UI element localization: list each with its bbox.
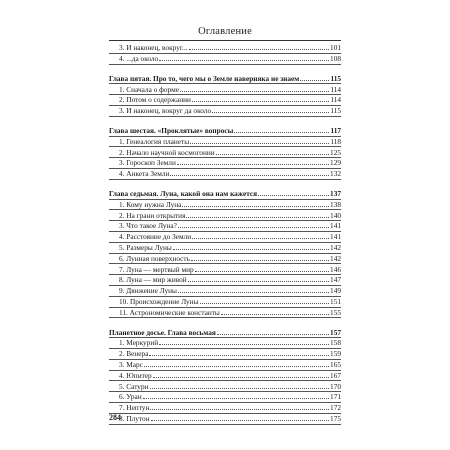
toc-entry-page: 141: [330, 221, 341, 231]
toc-entry-page: 142: [330, 253, 341, 263]
toc-entry-title: 2. Венера: [119, 349, 149, 359]
toc-entry-page: 142: [330, 243, 341, 253]
toc-chapter-entry: [109, 126, 341, 137]
toc-entry-page: 114: [330, 84, 341, 94]
toc-entry-title: 2. На грани открытия: [119, 210, 186, 220]
toc-section-entry: [109, 264, 341, 275]
toc-entry-page: 165: [330, 360, 341, 370]
toc-section-entry: [109, 371, 341, 382]
toc-entry-title: 8. Плутон: [119, 414, 150, 423]
toc-entry-title: 2. Потом о содержании: [119, 95, 191, 105]
toc-entry-title: 3. И наконец, вокруг...: [119, 43, 188, 53]
toc-entry-page: 115: [330, 106, 341, 116]
running-head-title: Оглавление: [198, 26, 252, 37]
toc-dot-leader: [190, 141, 329, 144]
toc-dot-leader: [192, 99, 329, 102]
toc-section-entry: [109, 360, 341, 371]
toc-dot-leader: [212, 110, 329, 113]
toc-section-entry: [109, 243, 341, 254]
toc-entry-page: 158: [330, 338, 341, 348]
toc-entry-page: 175: [330, 414, 341, 423]
toc-section-entry: [109, 210, 341, 221]
toc-entry-page: 171: [330, 392, 341, 402]
toc-section-entry: [109, 232, 341, 243]
toc-chapter-entry: [109, 189, 341, 200]
toc-dot-leader: [150, 407, 329, 410]
toc-entry-title: 5. Размеры Луны: [119, 243, 172, 253]
toc-entry-title: 6. Уран: [119, 392, 142, 402]
toc-entry-page: 172: [330, 403, 341, 413]
toc-dot-leader: [186, 215, 329, 218]
toc-dot-leader: [178, 225, 329, 228]
toc-section-entry: [109, 84, 341, 95]
toc-chapter-entry: [109, 74, 341, 85]
toc-entry-title: 3. Что такое Луна?: [119, 221, 177, 231]
toc-entry-title: Планетное досье. Глава восьмая: [109, 327, 216, 337]
toc-entry-page: 132: [330, 169, 341, 179]
toc-section-entry: [109, 403, 341, 414]
table-of-contents: [109, 43, 341, 425]
toc-entry-title: 7. Нептун: [119, 403, 150, 413]
toc-section-entry: [109, 381, 341, 392]
toc-entry-title: Глава шестая. «Проклятые» вопросы: [109, 126, 234, 136]
toc-entry-page: 138: [330, 199, 341, 209]
toc-entry-page: 117: [330, 126, 341, 136]
page-number: 284: [109, 413, 121, 422]
toc-section-entry: [109, 308, 341, 319]
toc-section-entry: [109, 147, 341, 158]
toc-entry-title: 8. Луна — мир живой: [119, 275, 187, 285]
toc-entry-title: 7. Луна — мертвый мир: [119, 264, 194, 274]
toc-entry-page: 149: [330, 286, 341, 296]
toc-entry-page: 147: [330, 275, 341, 285]
toc-entry-page: 108: [330, 54, 341, 64]
toc-entry-page: 137: [330, 189, 341, 199]
toc-section-entry: [109, 349, 341, 360]
toc-section-entry: [109, 106, 341, 117]
toc-section-entry: [109, 158, 341, 169]
toc-entry-title: 6. Лунная поверхность: [119, 253, 190, 263]
toc-dot-leader: [200, 301, 330, 304]
toc-dot-leader: [188, 279, 329, 282]
toc-entry-title: 4. Юпитер: [119, 370, 152, 380]
toc-dot-leader: [150, 386, 330, 389]
toc-entry-title: 3. Гороскоп Земли: [119, 158, 176, 168]
toc-entry-page: 159: [330, 349, 341, 359]
header-rule: [109, 40, 341, 41]
toc-section-entry: [109, 414, 341, 425]
toc-dot-leader: [149, 353, 329, 356]
toc-dot-leader: [191, 258, 329, 261]
toc-entry-title: Глава пятая. Про то, чего мы о Земле наверняка не знаем: [109, 73, 300, 83]
toc-entry-title: Глава седьмая. Луна, какой она нам кажется: [109, 189, 258, 199]
toc-section-entry: [109, 254, 341, 265]
toc-dot-leader: [178, 290, 329, 293]
toc-entry-title: 10. Происхождение Луны: [119, 297, 199, 307]
toc-dot-leader: [180, 89, 329, 92]
toc-entry-title: 1. Генеалогия планеты: [119, 136, 190, 146]
toc-dot-leader: [216, 152, 329, 155]
toc-chapter-entry: [109, 327, 341, 338]
toc-dot-leader: [173, 247, 329, 250]
toc-section-entry: [109, 392, 341, 403]
toc-dot-leader: [300, 78, 329, 81]
toc-entry-page: 155: [330, 307, 341, 317]
toc-section-entry: [109, 338, 341, 349]
toc-entry-page: 151: [330, 297, 341, 307]
toc-section-entry: [109, 221, 341, 232]
toc-entry-page: 129: [330, 158, 341, 168]
toc-section-entry: [109, 43, 341, 54]
toc-dot-leader: [192, 236, 329, 239]
toc-dot-leader: [159, 58, 329, 61]
toc-entry-title: 3. И наконец, вокруг да около: [119, 106, 212, 116]
toc-entry-title: 2. Начало научной космогонии: [119, 147, 215, 157]
toc-entry-page: 101: [330, 43, 341, 53]
toc-section-entry: [109, 275, 341, 286]
toc-dot-leader: [151, 418, 330, 421]
toc-section-entry: [109, 200, 341, 211]
toc-dot-leader: [234, 130, 329, 133]
toc-entry-page: 141: [330, 232, 341, 242]
toc-section-entry: [109, 169, 341, 180]
toc-dot-leader: [153, 375, 329, 378]
toc-dot-leader: [170, 173, 329, 176]
toc-dot-leader: [195, 269, 329, 272]
toc-dot-leader: [221, 312, 329, 315]
toc-section-entry: [109, 286, 341, 297]
toc-entry-page: 118: [330, 136, 341, 146]
toc-entry-title: 1. Меркурий: [119, 338, 159, 348]
toc-dot-leader: [258, 193, 329, 196]
toc-entry-page: 157: [330, 327, 341, 337]
toc-entry-page: 170: [330, 381, 341, 391]
toc-dot-leader: [182, 204, 329, 207]
toc-entry-page: 125: [330, 147, 341, 157]
toc-entry-title: 5. Сатурн: [119, 381, 149, 391]
toc-entry-title: 3. Марс: [119, 360, 143, 370]
toc-dot-leader: [159, 342, 329, 345]
toc-entry-page: 115: [330, 73, 341, 83]
toc-section-entry: [109, 54, 341, 65]
toc-entry-title: 4. Анкета Земли: [119, 169, 170, 179]
toc-dot-leader: [143, 396, 329, 399]
toc-entry-title: 1. Сначала о форме: [119, 84, 179, 94]
toc-section-entry: [109, 297, 341, 308]
toc-entry-page: 114: [330, 95, 341, 105]
toc-entry-page: 146: [330, 264, 341, 274]
toc-entry-title: 9. Движение Луны: [119, 286, 177, 296]
toc-dot-leader: [217, 332, 329, 335]
toc-entry-page: 140: [330, 210, 341, 220]
toc-section-entry: [109, 137, 341, 148]
toc-section-entry: [109, 95, 341, 106]
toc-dot-leader: [144, 364, 329, 367]
toc-dot-leader: [189, 47, 330, 50]
toc-entry-title: 4. ...да около: [119, 54, 159, 64]
toc-entry-title: 4. Расстояние до Земли: [119, 232, 192, 242]
toc-entry-title: 1. Кому нужна Луна: [119, 199, 182, 209]
toc-entry-title: 11. Астрономические константы: [119, 307, 220, 317]
toc-dot-leader: [177, 162, 329, 165]
toc-entry-page: 167: [330, 370, 341, 380]
